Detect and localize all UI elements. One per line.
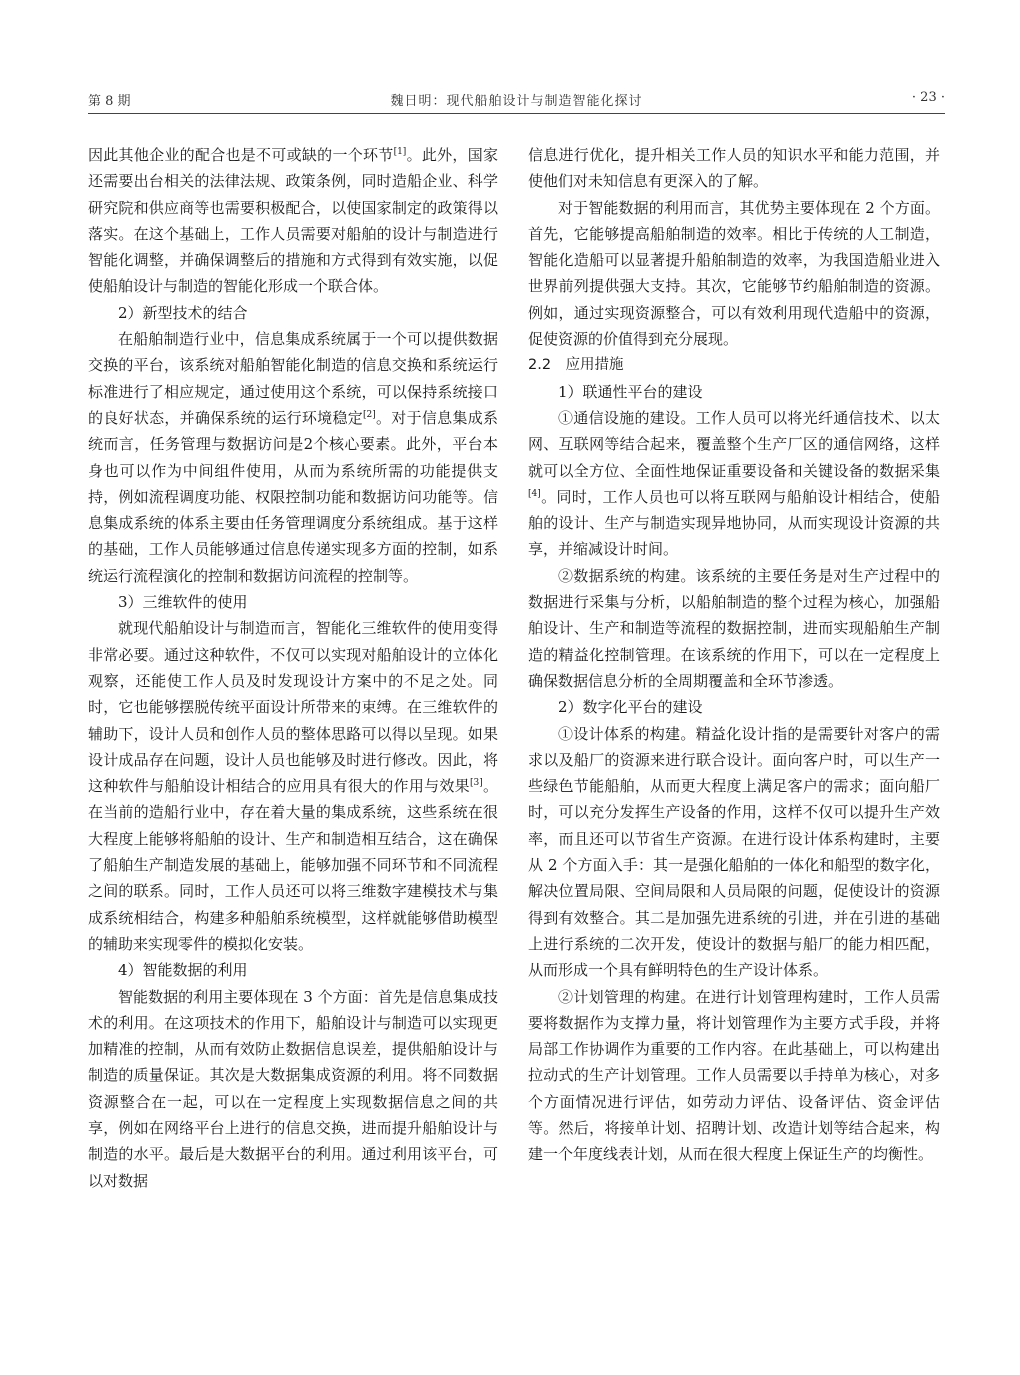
citation: [1] xyxy=(393,147,407,157)
header-rule xyxy=(88,113,945,114)
text: 就现代船舶设计与制造而言，智能化三维软件的使用变得非常必要。通过这种软件，不仅可以实现对船舶设计的立体化观察，还能使工作人员及时发现设计方案中的不足之处。同时，它也能够摆脱传统平面设计所带来的束缚。在三维软件的辅助下，设计人员和创作人员的整体思路可以得以呈现。如果设计成品存在问题，设计人员也能够及时进行修改。因此，将这种软件与船舶设计相结合的应用具有很大的作用与效果 xyxy=(88,619,498,796)
text: 。在当前的造船行业中，存在着大量的集成系统，这些系统在很大程度上能够将船舶的设计、生产和制造相互结合，这在确保了船舶生产制造发展的基础上，能够加强不同环节和不同流程之间的联系。同时，工作人员还可以将三维数字建模技术与集成系统相结合，构建多种船舶系统模型，这样就能够借助模型的辅助来实现零件的模拟化安装。 xyxy=(88,777,498,953)
subheading: 2）新型技术的结合 xyxy=(118,303,248,322)
paragraph xyxy=(88,615,498,957)
text: 因此其他企业的配合也是不可或缺的一个环节 xyxy=(88,146,394,164)
citation: [3] xyxy=(469,778,483,789)
issue-number: 第 8 期 xyxy=(88,94,131,109)
text: 。此外，国家还需要出台相关的法律法规、政策条例，同时造船企业、科学研究院和供应商等也需要积极配合，以使国家制定的政策得以落实。在这个基础上，工作人员需要对船舶的设计与制造进行智能化调整，并确保调整后的措施和方式得到有效实施，以促使船舶设计与制造的智能化形成一个联合体。 xyxy=(88,146,498,296)
paragraph: ①设计体系的构建。精益化设计指的是需要针对客户的需求以及船厂的资源来进行联合设计。面向客户时，可以生产一些绿色节能船舶，从而更大程度上满足客户的需求；面向船厂时，可以充分发挥生产设备的作用，这样不仅可以提升生产效率，而且还可以节省生产资源。在进行设计体系构建时，主要从 2 个方面入手：其一是强化船舶的一体化和船型的数字化，解决位置局限、空间局限和人员局限的问题，促使设计的资源得到有效整合。其二是加强先进系统的引进，并在引进的基础上进行系统的二次开发，使设计的数据与船厂的能力相匹配，从而形成一个具有鲜明特色的生产设计体系。 xyxy=(528,724,940,980)
left-column xyxy=(88,142,498,1194)
paragraph: 智能数据的利用主要体现在 3 个方面：首先是信息集成技术的利用。在这项技术的作用下，船舶设计与制造可以实现更加精准的控制，从而有效防止数据信息误差，提供船舶设计与制造的质量保证。其次是大数据集成资源的利用。将不同数据资源整合在一起，可以在一定程度上实现数据信息之间的共享，例如在网络平台上进行的信息交换，进而提升船舶设计与制造的水平。最后是大数据平台的利用。通过利用该平台，可以对数据 xyxy=(88,987,498,1190)
subheading: 2）数字化平台的建设 xyxy=(558,698,703,717)
text: ①通信设施的建设。工作人员可以将光纤通信技术、以太网、互联网等结合起来，覆盖整个生产厂区的通信网络，这样就可以全方位、全面性地保证重要设备和关键设备的数据采集 xyxy=(528,408,940,480)
text: 。同时，工作人员也可以将互联网与船舶设计相结合，使船舶的设计、生产与制造实现异地协同，从而实现设计资源的共享，并缩减设计时间。 xyxy=(528,487,940,559)
text: 。对于信息集成系统而言，任务管理与数据访问是2个核心要素。此外，平台本身也可以作为中间组件使用，从而为系统所需的功能提供支持，例如流程调度功能、权限控制功能和数据访问功能等。信息集成系统的体系主要由任务管理调度分系统组成。基于这样的基础，工作人员能够通过信息传递实现多方面的控制，如系统运行流程演化的控制和数据访问流程的控制等。 xyxy=(88,408,498,585)
paragraph xyxy=(88,326,498,589)
subheading: 1）联通性平台的建设 xyxy=(558,382,703,401)
running-header xyxy=(88,90,945,112)
citation: [2] xyxy=(363,409,376,420)
subheading: 3）三维软件的使用 xyxy=(118,593,248,612)
citation: [4] xyxy=(528,488,541,499)
paragraph xyxy=(528,405,940,563)
paragraph: 信息进行优化，提升相关工作人员的知识水平和能力范围，并使他们对未知信息有更深入的了解。 xyxy=(528,146,940,191)
running-title: 魏日明：现代船舶设计与制造智能化探讨 xyxy=(390,94,643,109)
section-heading: 2.2 应用措施 xyxy=(528,357,624,374)
paragraph xyxy=(88,142,498,300)
page-number: · 23 · xyxy=(911,90,945,105)
right-column xyxy=(528,142,940,1168)
text: 在船舶制造行业中，信息集成系统属于一个可以提供数据交换的平台，该系统对船舶智能化制造的信息交换和系统运行标准进行了相应规定，通过使用这个系统，可以保持系统接口的良好状态，并确保系统的运行环境稳定 xyxy=(88,330,498,427)
paragraph: ②计划管理的构建。在进行计划管理构建时，工作人员需要将数据作为支撑力量，将计划管理作为主要方式手段，并将局部工作协调作为重要的工作内容。在此基础上，可以构建出拉动式的生产计划管理。工作人员需要以手持单为核心，对多个方面情况进行评估，如劳动力评估、设备评估、资金评估等。然后，将接单计划、招聘计划、改造计划等结合起来，构建一个年度线表计划，从而在很大程度上保证生产的均衡性。 xyxy=(528,987,940,1164)
paragraph: 对于智能数据的利用而言，其优势主要体现在 2 个方面。首先，它能够提高船舶制造的效率。相比于传统的人工制造，智能化造船可以显著提升船舶制造的效率，为我国造船业进入世界前列提供强大支持。其次，它能够节约船舶制造的资源。例如，通过实现资源整合，可以有效利用现代造船中的资源，促使资源的价值得到充分展现。 xyxy=(528,198,940,349)
subheading: 4）智能数据的利用 xyxy=(118,961,248,980)
paragraph: ②数据系统的构建。该系统的主要任务是对生产过程中的数据进行采集与分析，以船舶制造的整个过程为核心，加强船舶设计、生产和制造等流程的数据控制，进而实现船舶生产制造的精益化控制管理。在该系统的作用下，可以在一定程度上确保数据信息分析的全周期覆盖和全环节渗透。 xyxy=(528,566,940,690)
